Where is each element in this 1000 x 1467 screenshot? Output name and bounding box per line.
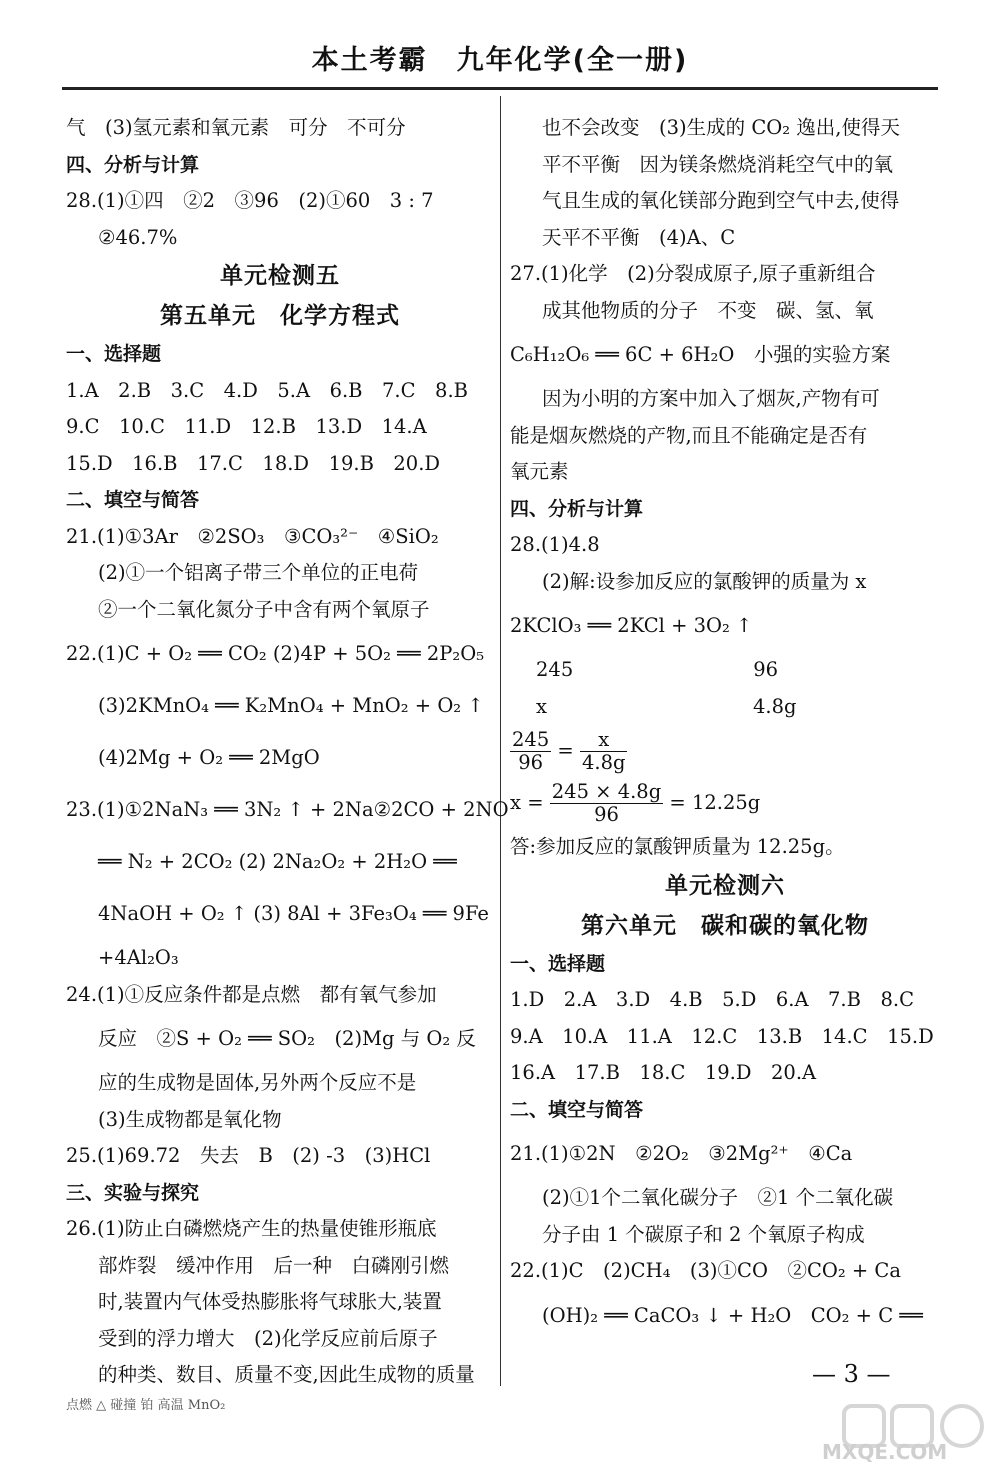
unknown-x: x	[536, 694, 547, 718]
answer-line: +4Al₂O₃	[98, 946, 179, 969]
right-column	[510, 110, 940, 1342]
answer-line: 1.D 2.A 3.D 4.B 5.D 6.A 7.B 8.C	[510, 988, 914, 1011]
fraction: $\frac{x}{4.8g}$	[581, 728, 626, 774]
answer-line: 25.(1)69.72 失去 B (2) -3 (3)HCl	[66, 1144, 431, 1167]
answer-line: 能是烟灰燃烧的产物,而且不能确定是否有	[510, 423, 868, 447]
answer-line: 气 (3)氢元素和氧元素 可分 不可分	[66, 116, 406, 139]
answer-line: 反应 ②S + O₂ ══ SO₂ (2)Mg 与 O₂ 反	[98, 1027, 476, 1050]
unit-subtitle: 第五单元 化学方程式	[160, 303, 400, 329]
answer-line: 天平不平衡 (4)A、C	[542, 225, 736, 249]
answer-line: 应的生成物是固体,另外两个反应不是	[98, 1071, 417, 1094]
result-line: x = $\frac{245 \times 4.8g}{96}$ = 12.25g	[510, 780, 761, 826]
answer-line: ②一个二氧化氮分子中含有两个氧原子	[98, 597, 430, 621]
answer-line: 21.(1)①3Ar ②2SO₃ ③CO₃²⁻ ④SiO₂	[66, 524, 439, 548]
molar-mass-o2: 96	[753, 658, 779, 681]
fraction: $\frac{245 \times 4.8g}{96}$	[551, 780, 662, 826]
column-divider	[500, 96, 501, 1386]
answer-line: 22.(1)C (2)CH₄ (3)①CO ②CO₂ + Ca	[510, 1259, 901, 1282]
section-heading: 二、填空与简答	[510, 1098, 644, 1121]
answer-line: 24.(1)①反应条件都是点燃 都有氧气参加	[66, 982, 437, 1006]
answer-line: (OH)₂ ══ CaCO₃ ↓ + H₂O CO₂ + C ══	[542, 1303, 923, 1327]
section-heading: 一、选择题	[66, 343, 162, 365]
answer-line: 的种类、数目、质量不变,因此生成物的质量	[98, 1363, 475, 1386]
answer-line: 4NaOH + O₂ ↑ (3) 8Al + 3Fe₃O₄ ══ 9Fe	[98, 902, 489, 925]
answer-line: (2)①1个二氧化碳分子 ②1 个二氧化碳	[542, 1186, 894, 1209]
answer-line: 15.D 16.B 17.C 18.D 19.B 20.D	[66, 451, 441, 475]
unit-subtitle: 第六单元 碳和碳的氧化物	[581, 912, 869, 939]
unit-title: 单元检测五	[220, 263, 340, 289]
answer-line: 也不会改变 (3)生成的 CO₂ 逸出,使得天	[542, 116, 900, 139]
answer-line: 氧元素	[510, 460, 569, 483]
mass-row	[510, 689, 940, 726]
answer-line: 16.A 17.B 18.C 19.D 20.A	[510, 1061, 817, 1084]
answer-line: 9.C 10.C 11.D 12.B 13.D 14.A	[66, 415, 427, 438]
answer-line: (2)解:设参加反应的氯酸钾的质量为 x	[542, 569, 867, 593]
answer-line: 21.(1)①2N ②2O₂ ③2Mg²⁺ ④Ca	[510, 1142, 853, 1165]
proportion-line: $\frac{245}{96}$ = $\frac{x}{4.8g}$	[512, 728, 626, 774]
header-rule	[62, 87, 938, 90]
answer-line: 22.(1)C + O₂ ══ CO₂ (2)4P + 5O₂ ══ 2P₂O₅	[66, 642, 485, 665]
answer-line: 28.(1)①四 ②2 ③96 (2)①60 3 : 7	[66, 189, 434, 212]
mass-o2: 4.8g	[753, 694, 797, 718]
answer-line: 9.A 10.A 11.A 12.C 13.B 14.C 15.D	[510, 1024, 934, 1048]
answer-line: 部炸裂 缓冲作用 后一种 白磷刚引燃	[98, 1253, 450, 1277]
page-number: — 3 —	[812, 1360, 891, 1388]
watermark-text: MXQE.COM	[822, 1440, 948, 1464]
left-column	[66, 110, 509, 1394]
answer-line: 27.(1)化学 (2)分裂成原子,原子重新组合	[510, 262, 876, 285]
answer-line: 分子由 1 个碳原子和 2 个氧原子构成	[542, 1222, 865, 1246]
answer-line: 时,装置内气体受热膨胀将气球胀大,装置	[98, 1290, 442, 1313]
answer-line: ══ N₂ + 2CO₂ (2) 2Na₂O₂ + 2H₂O ══	[98, 850, 457, 873]
condition-labels: 点燃 △ 碰撞 铂 高温 MnO₂	[66, 1398, 226, 1413]
answer-line: 23.(1)①2NaN₃ ══ 3N₂ ↑ + 2Na②2CO + 2NO	[66, 798, 509, 821]
answer-line: 平不平衡 因为镁条燃烧消耗空气中的氧	[542, 152, 894, 176]
answer-line: 受到的浮力增大 (2)化学反应前后原子	[98, 1326, 438, 1350]
fraction: $\frac{245}{96}$	[512, 728, 550, 774]
section-heading: 三、实验与探究	[66, 1181, 200, 1204]
answer-line: 28.(1)4.8	[510, 533, 600, 556]
page-header: 本土考霸 九年化学(全一册)	[311, 45, 689, 76]
section-heading: 一、选择题	[510, 952, 606, 975]
unit-title: 单元检测六	[665, 872, 785, 899]
section-heading: 二、填空与简答	[66, 489, 200, 511]
answer-line: ②46.7%	[98, 225, 178, 249]
answer-line: 26.(1)防止白磷燃烧产生的热量使锥形瓶底	[66, 1217, 437, 1240]
answer-line: 成其他物质的分子 不变 碳、氢、氧	[542, 298, 874, 322]
answer-line: (4)2Mg + O₂ ══ 2MgO	[98, 746, 320, 769]
answer-line: (2)①一个铝离子带三个单位的正电荷	[98, 561, 419, 584]
answer-line: 因为小明的方案中加入了烟灰,产物有可	[542, 387, 880, 410]
answer-line: C₆H₁₂O₆ ══ 6C + 6H₂O 小强的实验方案	[510, 343, 891, 366]
answer-line: 答:参加反应的氯酸钾质量为 12.25g。	[510, 835, 845, 858]
answer-line: 气且生成的氧化镁部分跑到空气中去,使得	[542, 189, 900, 212]
answer-line: 1.A 2.B 3.C 4.D 5.A 6.B 7.C 8.B	[66, 378, 468, 402]
answer-line: (3)2KMnO₄ ══ K₂MnO₄ + MnO₂ + O₂ ↑	[98, 694, 484, 717]
answer-line: (3)生成物都是氧化物	[98, 1107, 282, 1131]
mass-row	[510, 652, 940, 689]
equation-line: 2KClO₃ ══ 2KCl + 3O₂ ↑	[510, 614, 753, 637]
section-heading: 四、分析与计算	[66, 153, 200, 176]
section-heading: 四、分析与计算	[510, 497, 644, 520]
molar-mass-kclo3: 245	[536, 658, 574, 681]
